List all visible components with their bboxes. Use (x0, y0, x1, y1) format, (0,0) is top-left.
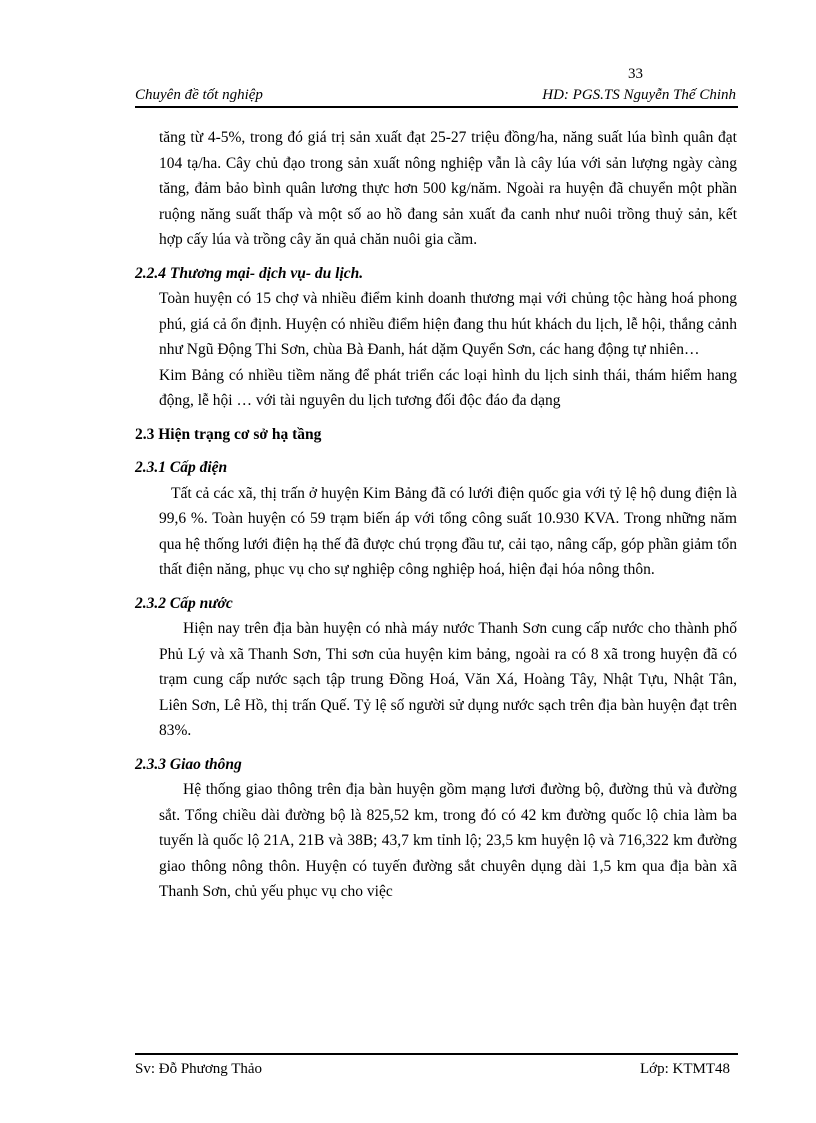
heading-2-3-1: 2.3.1 Cấp điện (135, 459, 228, 476)
header-advisor: HD: PGS.TS Nguyễn Thế Chinh (542, 87, 736, 103)
paragraph-water: Hiện nay trên địa bàn huyện có nhà máy nước Thanh Sơn cung cấp nước cho thành phố Phủ Lý và xã Thanh Sơn, Thi sơn của huyện kim bảng, ngoài ra có 8 xã trong huyện đã có trạm cung cấp nước sạch tập trung Đồng Hoá, Văn Xá, Hoàng Tây, Nhật Tựu, Nhật Tân, Liên Sơn, Lê Hồ, thị trấn Quế. Tỷ lệ số người sử dụng nước sạch trên địa bàn huyện đạt trên 83%. (159, 620, 737, 739)
paragraph-trade: Toàn huyện có 15 chợ và nhiều điểm kinh doanh thương mại với chủng tộc hàng hoá phong phú, giá cả ổn định. Huyện có nhiều điểm hiện đang thu hút khách du lịch, lễ hội, thắng cảnh như Ngũ Động Thi Sơn, chùa Bà Đanh, hát dặm Quyển Sơn, các hang động tự nhiên… (159, 290, 737, 358)
paragraph-electricity: Tất cả các xã, thị trấn ở huyện Kim Bảng đã có lưới điện quốc gia với tỷ lệ hộ dung điện là 99,6 %. Toàn huyện có 59 trạm biến áp với tổng công suất 10.930 KVA. Trong những năm qua hệ thống lưới điện hạ thế đã được chú trọng đầu tư, cải tạo, nâng cấp, góp phần giảm tổn thất điện năng, phục vụ cho sự nghiệp công nghiệp hoá, hiện đại hóa nông thôn. (159, 484, 737, 578)
paragraph-transport: Hệ thống giao thông trên địa bàn huyện gồm mạng lươi đường bộ, đường thủ và đường sắt. Tổng chiều dài đường bộ là 825,52 km, trong đó có 42 km đường quốc lộ chia làm ba tuyến là quốc lộ 21A, 21B và 38B; 43,7 km tỉnh lộ; 23,5 km huyện lộ và 716,322 km đường giao thông nông thôn. Huyện có tuyến đường sắt chuyên dụng dài 1,5 km qua địa bàn xã Thanh Sơn, chủ yếu phục vụ cho việc (159, 781, 737, 900)
footer-class: Lớp: KTMT48 (639, 1061, 730, 1077)
footer-student: Sv: Đỗ Phương Thảo (135, 1061, 263, 1077)
paragraph-tourism: Kim Bảng có nhiều tiềm năng để phát triển các loại hình du lịch sinh thái, thám hiểm hang động, lễ hội … với tài nguyên du lịch tương đối độc đáo đa dạng (159, 366, 737, 409)
page-footer (135, 1053, 738, 1081)
page-header (135, 86, 738, 108)
page-number: 33 (628, 66, 643, 82)
paragraph-agriculture-continued: tăng từ 4-5%, trong đó giá trị sản xuất đạt 25-27 triệu đồng/ha, năng suất lúa bình quân đạt 104 tạ/ha. Cây chủ đạo trong sản xuất nông nghiệp vẫn là cây lúa với sản lượng ngày càng tăng, đảm bảo bình quân lương thực hơn 500 kg/năm. Ngoài ra huyện đã chuyển một phần ruộng năng suất thấp và một số ao hồ đang sản xuất đa canh như nuôi trồng thuỷ sản, kết hợp cấy lúa và trồng cây ăn quả chăn nuôi gia cầm. (159, 129, 737, 248)
heading-2-2-4: 2.2.4 Thương mại- dịch vụ- du lịch. (135, 264, 364, 282)
heading-2-3-2: 2.3.2 Cấp nước (135, 594, 233, 612)
heading-2-3: 2.3 Hiện trạng cơ sở hạ tầng (135, 425, 322, 443)
heading-2-3-3: 2.3.3 Giao thông (135, 755, 242, 773)
page-body (135, 125, 737, 905)
header-document-type: Chuyên đề tốt nghiệp (135, 87, 263, 103)
